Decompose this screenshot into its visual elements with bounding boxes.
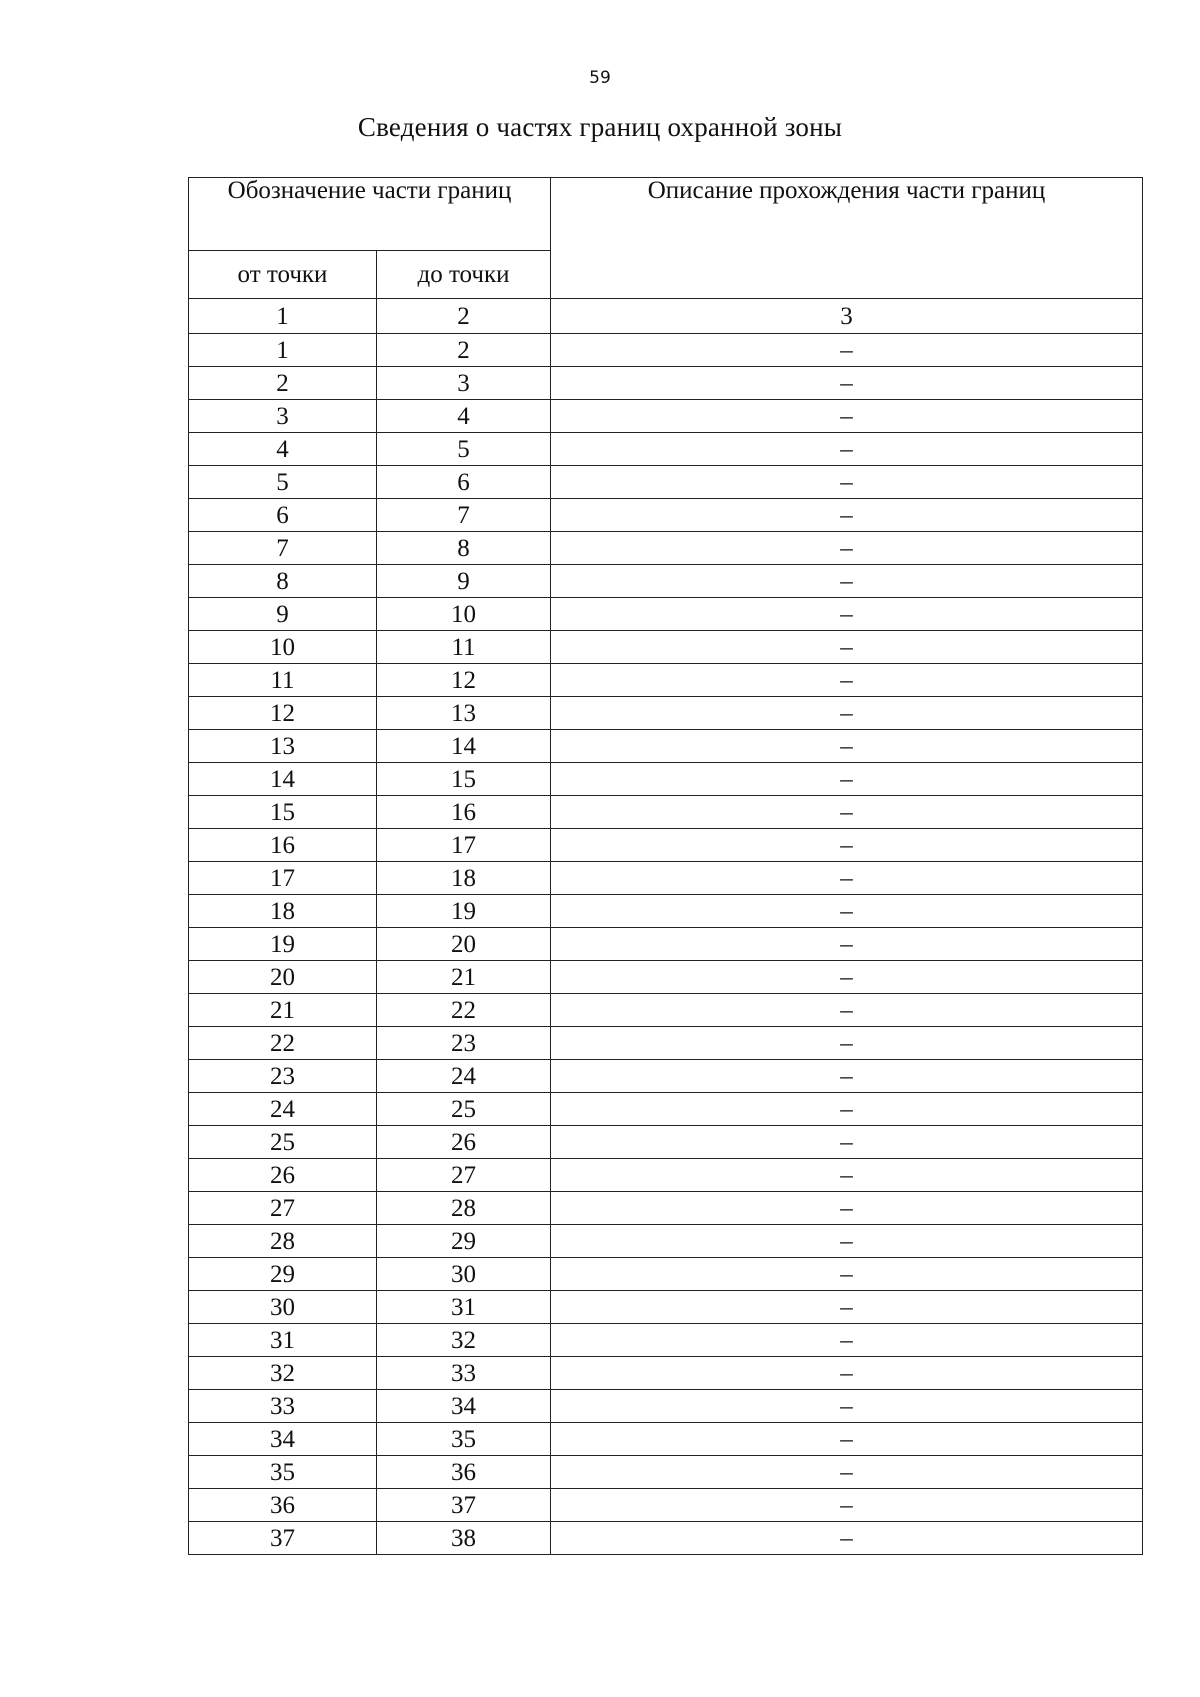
cell-from-point: 9 — [189, 598, 377, 631]
cell-description: – — [551, 697, 1143, 730]
cell-description: – — [551, 1390, 1143, 1423]
cell-from-point: 6 — [189, 499, 377, 532]
cell-from-point: 31 — [189, 1324, 377, 1357]
column-number: 1 — [189, 299, 377, 334]
cell-from-point: 13 — [189, 730, 377, 763]
cell-description: – — [551, 466, 1143, 499]
cell-to-point: 13 — [377, 697, 551, 730]
cell-from-point: 3 — [189, 400, 377, 433]
table-row — [189, 1093, 1143, 1126]
cell-to-point: 19 — [377, 895, 551, 928]
table-row — [189, 367, 1143, 400]
cell-to-point: 8 — [377, 532, 551, 565]
cell-to-point: 27 — [377, 1159, 551, 1192]
cell-from-point: 18 — [189, 895, 377, 928]
cell-to-point: 6 — [377, 466, 551, 499]
table-row — [189, 895, 1143, 928]
cell-to-point: 31 — [377, 1291, 551, 1324]
cell-to-point: 9 — [377, 565, 551, 598]
cell-description: – — [551, 829, 1143, 862]
cell-from-point: 29 — [189, 1258, 377, 1291]
table-row — [189, 466, 1143, 499]
cell-to-point: 34 — [377, 1390, 551, 1423]
cell-to-point: 33 — [377, 1357, 551, 1390]
cell-from-point: 1 — [189, 334, 377, 367]
cell-to-point: 14 — [377, 730, 551, 763]
cell-from-point: 34 — [189, 1423, 377, 1456]
table-row — [189, 1159, 1143, 1192]
cell-description: – — [551, 532, 1143, 565]
cell-from-point: 7 — [189, 532, 377, 565]
cell-description: – — [551, 1522, 1143, 1555]
cell-description: – — [551, 1060, 1143, 1093]
cell-from-point: 8 — [189, 565, 377, 598]
table-row — [189, 796, 1143, 829]
cell-from-point: 5 — [189, 466, 377, 499]
column-number: 2 — [377, 299, 551, 334]
header-description: Описание прохождения части границ — [551, 178, 1143, 299]
column-number: 3 — [551, 299, 1143, 334]
cell-from-point: 15 — [189, 796, 377, 829]
cell-description: – — [551, 565, 1143, 598]
table-row — [189, 829, 1143, 862]
cell-from-point: 30 — [189, 1291, 377, 1324]
cell-description: – — [551, 1093, 1143, 1126]
cell-from-point: 28 — [189, 1225, 377, 1258]
table-row — [189, 598, 1143, 631]
cell-to-point: 28 — [377, 1192, 551, 1225]
table-body — [189, 334, 1143, 1555]
table-row — [189, 1489, 1143, 1522]
table-row — [189, 565, 1143, 598]
cell-description: – — [551, 433, 1143, 466]
cell-description: – — [551, 400, 1143, 433]
table-row — [189, 1291, 1143, 1324]
cell-from-point: 26 — [189, 1159, 377, 1192]
column-number-row — [189, 299, 1143, 334]
cell-from-point: 14 — [189, 763, 377, 796]
cell-from-point: 24 — [189, 1093, 377, 1126]
cell-description: – — [551, 994, 1143, 1027]
cell-description: – — [551, 1192, 1143, 1225]
cell-from-point: 33 — [189, 1390, 377, 1423]
cell-to-point: 24 — [377, 1060, 551, 1093]
cell-description: – — [551, 1258, 1143, 1291]
cell-to-point: 26 — [377, 1126, 551, 1159]
cell-to-point: 11 — [377, 631, 551, 664]
header-to-point: до точки — [377, 251, 551, 299]
cell-to-point: 12 — [377, 664, 551, 697]
cell-description: – — [551, 796, 1143, 829]
cell-from-point: 32 — [189, 1357, 377, 1390]
table-row — [189, 763, 1143, 796]
table-row — [189, 1027, 1143, 1060]
cell-description: – — [551, 862, 1143, 895]
cell-description: – — [551, 499, 1143, 532]
table-row — [189, 1192, 1143, 1225]
table-row — [189, 1423, 1143, 1456]
header-designation: Обозначение части границ — [189, 178, 551, 251]
cell-from-point: 16 — [189, 829, 377, 862]
cell-from-point: 19 — [189, 928, 377, 961]
cell-to-point: 29 — [377, 1225, 551, 1258]
cell-to-point: 36 — [377, 1456, 551, 1489]
cell-to-point: 22 — [377, 994, 551, 1027]
cell-description: – — [551, 1456, 1143, 1489]
table-row — [189, 334, 1143, 367]
cell-from-point: 35 — [189, 1456, 377, 1489]
table-row — [189, 1456, 1143, 1489]
cell-from-point: 11 — [189, 664, 377, 697]
table-row — [189, 499, 1143, 532]
cell-from-point: 17 — [189, 862, 377, 895]
cell-description: – — [551, 334, 1143, 367]
table-row — [189, 532, 1143, 565]
page-number: 59 — [589, 68, 611, 88]
cell-to-point: 5 — [377, 433, 551, 466]
table-row — [189, 1390, 1143, 1423]
cell-from-point: 36 — [189, 1489, 377, 1522]
table-row — [189, 1225, 1143, 1258]
table-row — [189, 928, 1143, 961]
table-row — [189, 961, 1143, 994]
cell-description: – — [551, 1423, 1143, 1456]
table-row — [189, 1324, 1143, 1357]
cell-from-point: 22 — [189, 1027, 377, 1060]
cell-description: – — [551, 1225, 1143, 1258]
cell-from-point: 23 — [189, 1060, 377, 1093]
table-row — [189, 631, 1143, 664]
cell-from-point: 12 — [189, 697, 377, 730]
cell-to-point: 20 — [377, 928, 551, 961]
table-row — [189, 664, 1143, 697]
cell-from-point: 2 — [189, 367, 377, 400]
cell-to-point: 2 — [377, 334, 551, 367]
cell-from-point: 25 — [189, 1126, 377, 1159]
header-from-point: от точки — [189, 251, 377, 299]
table-row — [189, 1522, 1143, 1555]
cell-to-point: 25 — [377, 1093, 551, 1126]
cell-to-point: 16 — [377, 796, 551, 829]
cell-description: – — [551, 895, 1143, 928]
cell-to-point: 38 — [377, 1522, 551, 1555]
cell-to-point: 21 — [377, 961, 551, 994]
cell-description: – — [551, 730, 1143, 763]
cell-from-point: 10 — [189, 631, 377, 664]
cell-description: – — [551, 763, 1143, 796]
table-row — [189, 1060, 1143, 1093]
cell-to-point: 10 — [377, 598, 551, 631]
cell-to-point: 7 — [377, 499, 551, 532]
cell-to-point: 17 — [377, 829, 551, 862]
table-header — [189, 178, 1143, 334]
cell-description: – — [551, 367, 1143, 400]
table-row — [189, 862, 1143, 895]
cell-to-point: 37 — [377, 1489, 551, 1522]
cell-to-point: 3 — [377, 367, 551, 400]
table-row — [189, 433, 1143, 466]
cell-to-point: 18 — [377, 862, 551, 895]
table-row — [189, 994, 1143, 1027]
cell-description: – — [551, 1126, 1143, 1159]
cell-to-point: 15 — [377, 763, 551, 796]
cell-description: – — [551, 1489, 1143, 1522]
cell-to-point: 35 — [377, 1423, 551, 1456]
cell-to-point: 30 — [377, 1258, 551, 1291]
cell-to-point: 23 — [377, 1027, 551, 1060]
table-row — [189, 1357, 1143, 1390]
cell-from-point: 21 — [189, 994, 377, 1027]
table-row — [189, 697, 1143, 730]
cell-description: – — [551, 664, 1143, 697]
cell-description: – — [551, 598, 1143, 631]
cell-description: – — [551, 1027, 1143, 1060]
page-title: Сведения о частях границ охранной зоны — [357, 112, 843, 142]
cell-to-point: 4 — [377, 400, 551, 433]
cell-description: – — [551, 631, 1143, 664]
table-row — [189, 730, 1143, 763]
table-row — [189, 400, 1143, 433]
table-row — [189, 1126, 1143, 1159]
boundary-parts-table — [188, 177, 1143, 1555]
cell-from-point: 37 — [189, 1522, 377, 1555]
cell-description: – — [551, 1291, 1143, 1324]
cell-description: – — [551, 1324, 1143, 1357]
cell-to-point: 32 — [377, 1324, 551, 1357]
cell-from-point: 20 — [189, 961, 377, 994]
cell-description: – — [551, 1159, 1143, 1192]
table-row — [189, 1258, 1143, 1291]
cell-from-point: 4 — [189, 433, 377, 466]
cell-description: – — [551, 928, 1143, 961]
cell-description: – — [551, 1357, 1143, 1390]
cell-description: – — [551, 961, 1143, 994]
cell-from-point: 27 — [189, 1192, 377, 1225]
